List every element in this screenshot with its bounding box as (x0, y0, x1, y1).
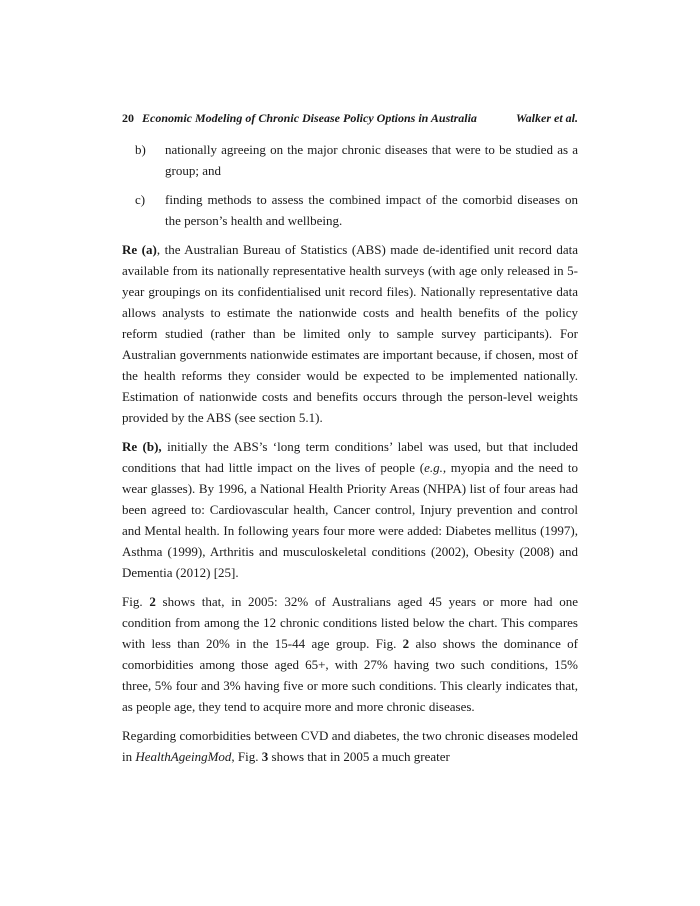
running-header-left (122, 111, 477, 126)
paragraph-fig2-bold1: 2 (149, 594, 156, 609)
paragraph-fig2 (122, 591, 578, 717)
list-marker-b: b) (135, 142, 146, 157)
paragraph-regarding-part2: , Fig. (231, 749, 262, 764)
paragraph-regarding-part1: Regarding comorbidities between CVD and diabetes, the two chronic diseases modeled in (122, 728, 578, 764)
paragraph-regarding (122, 725, 578, 767)
running-title: Economic Modeling of Chronic Disease Policy Options in Australia (142, 111, 477, 125)
paragraph-re-b (122, 436, 578, 583)
paragraph-fig2-part2: shows that, in 2005: 32% of Australians aged 45 years or more had one condition from among the 12 chronic conditions listed below the chart. This compares with less than 20% in the 15-44 age group. Fig. (122, 594, 578, 651)
paragraph-fig2-part3: also shows the dominance of comorbidities among those aged 65+, with 27% having two such conditions, 15% three, 5% four and 3% having five or more such conditions. This clearly indicates that, as people age, they tend to acquire more and more chronic diseases. (122, 636, 578, 714)
paragraph-re-a-body: , the Australian Bureau of Statistics (ABS) made de-identified unit record data available from its nationally representative health surveys (with age only released in 5-year groupings on its confidentialised unit record files). Nationally representative data allows analysts to estimate the nationwide costs and health benefits of the policy reform studied (rather than be limited only to sample survey participants). For Australian governments nationwide estimates are important because, if chosen, most of the health reforms they consider would be expected to be implemented nationally. Estimation of nationwide costs and benefits occurs through the person-level weights provided by the ABS (see section 5.1). (122, 242, 578, 425)
list-text-b: nationally agreeing on the major chronic diseases that were to be studied as a group; and (165, 142, 578, 178)
page-content (122, 111, 578, 775)
running-authors: Walker et al. (515, 111, 578, 125)
list-item-c (135, 189, 578, 231)
list-text-c: finding methods to assess the combined impact of the comorbid diseases on the person’s health and wellbeing. (165, 192, 578, 228)
paragraph-re-b-italic: e.g., (424, 460, 447, 475)
paragraph-re-b-lead: Re (b), (122, 439, 162, 454)
paragraph-re-b-part1: initially the ABS’s ‘long term conditions’ label was used, but that included conditions that had little impact on the lives of people ( (122, 439, 579, 475)
paragraph-regarding-bold: 3 (261, 749, 269, 764)
paragraph-regarding-part3: shows that in 2005 a much greater (268, 749, 450, 764)
paragraph-regarding-italic: HealthAgeingMod (135, 749, 232, 764)
paragraph-re-a-lead: Re (a) (122, 242, 157, 257)
body-text (122, 139, 578, 767)
list-item-b (135, 139, 578, 181)
list-marker-c: c) (135, 192, 146, 207)
paragraph-fig2-part1: Fig. (122, 594, 150, 609)
paragraph-re-b-part2: myopia and the need to wear glasses). By 1996, a National Health Priority Areas (NHPA) list of four areas had been agreed to: Cardiovascular health, Cancer control, Injury prevention and control and Mental health. In following years four more were added: Diabetes mellitus (1997), Asthma (1999), Arthritis and musculoskeletal conditions (2002), Obesity (2008) and Dementia (2012) [25]. (122, 460, 578, 580)
running-header (122, 111, 578, 126)
page-number: 20 (122, 111, 134, 125)
paragraph-fig2-bold2: 2 (402, 636, 410, 651)
paragraph-re-a (122, 239, 578, 428)
